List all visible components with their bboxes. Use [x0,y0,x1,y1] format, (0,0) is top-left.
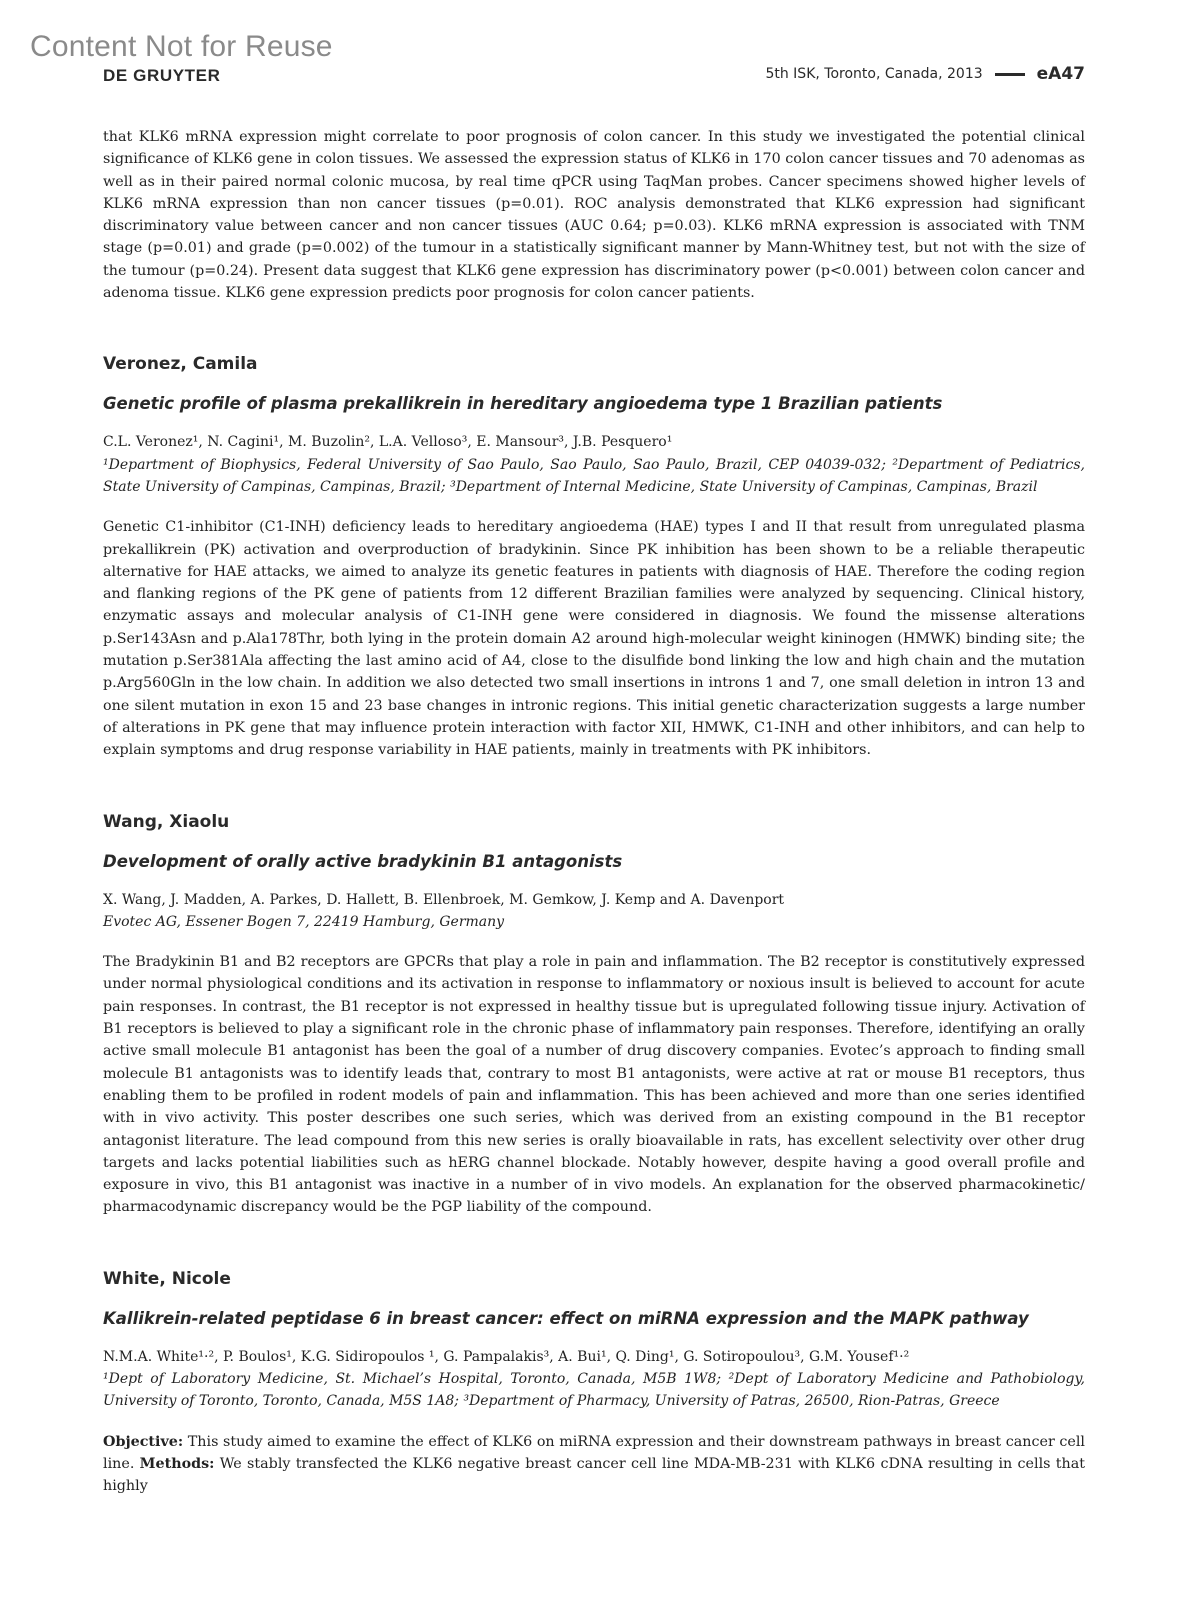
abstract-entry [103,812,1085,1219]
abstract-entry [103,1269,1085,1498]
author-heading: Wang, Xiaolu [103,811,230,832]
publisher-name: DE GRUYTER [103,66,221,85]
author-list: N.M.A. White¹·², P. Boulos¹, K.G. Sidiropoulos ¹, G. Pampalakis³, A. Bui¹, Q. Ding¹, G. Sotiropoulou³, G.M. Yousef¹·² [103,1348,910,1365]
abstract-body [103,1431,1085,1498]
abstract-title: Kallikrein-related peptidase 6 in breast cancer: effect on miRNA expression and the MAPK pathway [103,1308,1029,1328]
conference-label: 5th ISK, Toronto, Canada, 2013 [765,66,983,82]
abstract-body: Genetic C1-inhibitor (C1-INH) deficiency leads to hereditary angioedema (HAE) types I and II that result from unregulated plasma prekallikrein (PK) activation and overproduction of bradykinin. Since PK inhibition has been shown to be a reliable therapeutic alternative for HAE attacks, we aimed to analyze its genetic features in patients with diagnosis of HAE. Therefore the coding region and flanking regions of the PK gene of patients from 12 different Brazilian families were analyzed by sequencing. Clinical history, enzymatic assays and molecular analysis of C1-INH gene were considered in diagnosis. We found the missense alterations p.Ser143Asn and p.Ala178Thr, both lying in the protein domain A2 around high-molecular weight kininogen (HMWK) binding site; the mutation p.Ser381Ala affecting the last amino acid of A4, close to the disulfide bond linking the low and high chain and the mutation p.Arg560Gln in the low chain. In addition we also detected two small insertions in introns 1 and 7, one small deletion in intron 13 and one silent mutation in exon 15 and 23 base changes in intronic regions. This initial genetic characterization suggests a large number of alterations in PK gene that may influence protein interaction with factor XII, HMWK, C1-INH and other inhibitors, and can help to explain symptoms and drug response variability in HAE patients, mainly in treatments with PK inhibitors. [103,519,1085,759]
affiliations: Evotec AG, Essener Bogen 7, 22419 Hamburg, Germany [103,913,505,930]
abstract-title: Genetic profile of plasma prekallikrein in hereditary angioedema type 1 Brazilian patients [103,394,943,414]
affiliations: ¹Department of Biophysics, Federal University of Sao Paulo, Sao Paulo, Sao Paulo, Brazil, CEP 04039-032; ²Department of Pediatrics, State University of Campinas, Campinas, Brazil; ³Department of Internal Medicine, State University of Campinas, Campinas, Brazil [103,456,1085,495]
continued-abstract: that KLK6 mRNA expression might correlate to poor prognosis of colon cancer. In this study we investigated the potential clinical significance of KLK6 gene in colon tissues. We assessed the expression status of KLK6 in 170 colon cancer tissues and 70 adenomas as well as in their paired normal colonic mucosa, by real time qPCR using TaqMan probes. Cancer specimens showed higher levels of KLK6 mRNA expression than non cancer tissues (p=0.01). ROC analysis demonstrated that KLK6 expression had significant discriminatory value between cancer and non cancer tissues (AUC 0.64; p=0.03). KLK6 mRNA expression is associated with TNM stage (p=0.01) and grade (p=0.002) of the tumour in a statistically significant manner by Mann-Whitney test, but not with the size of the tumour (p=0.24). Present data suggest that KLK6 gene expression has discriminatory power (p<0.001) between colon cancer and adenoma tissue. KLK6 gene expression predicts poor prognosis for colon cancer patients. [103,129,1085,302]
abstract-title: Development of orally active bradykinin B1 antagonists [103,851,623,871]
page-number: eA47 [1036,64,1085,84]
affiliations: ¹Dept of Laboratory Medicine, St. Michael’s Hospital, Toronto, Canada, M5B 1W8; ²Dept of Laboratory Medicine and Pathobiology, University of Toronto, Toronto, Canada, M5S 1A8; ³Department of Pharmacy, University of Patras, 26500, Rion-Patras, Greece [103,1370,1085,1410]
page-content [103,126,1085,1497]
methods-label: Methods: [139,1455,215,1472]
abstract-body: The Bradykinin B1 and B2 receptors are GPCRs that play a role in pain and inflammation. The B2 receptor is constitutively expressed under normal physiological conditions and its activation in response to inflammatory or noxious insult is believed to account for acute pain responses. In contrast, the B1 receptor is not expressed in healthy tissue but is upregulated following tissue injury. Activation of B1 receptors is believed to play a significant role in the chronic phase of inflammatory pain responses. Therefore, identifying an orally active small molecule B1 antagonist has been the goal of a number of drug discovery companies. Evotec’s approach to finding small molecule B1 antagonists was to identify leads that, contrary to most B1 antagonists, were active at rat or mouse B1 receptors, thus enabling them to be profiled in rodent models of pain and inflammation. This has been achieved and more than one series identified with in vivo activity. This poster describes one such series, which was derived from an existing compound in the B1 receptor antagonist literature. The lead compound from this new series is orally bioavailable in rats, has excellent selectivity over other drug targets and lacks potential liabilities such as hERG channel blockade. Notably however, despite having a good overall profile and exposure in vivo, this B1 antagonist was inactive in a number of in vivo models. An explanation for the observed pharmacokinetic/ pharmacodynamic discrepancy would be the PGP liability of the compound. [103,954,1085,1216]
objective-label: Objective: [103,1433,184,1450]
watermark: Content Not for Reuse [30,30,333,63]
objective-text: This study aimed to examine the effect of KLK6 on miRNA expression and their downstream pathways in breast cancer cell line. [103,1433,1085,1472]
running-head [765,64,1085,84]
author-heading: White, Nicole [103,1268,231,1289]
author-heading: Veronez, Camila [103,354,258,375]
author-list: X. Wang, J. Madden, A. Parkes, D. Hallett, B. Ellenbroek, M. Gemkow, J. Kemp and A. Davenport [103,891,785,908]
author-list: C.L. Veronez¹, N. Cagini¹, M. Buzolin², L.A. Velloso³, E. Mansour³, J.B. Pesquero¹ [103,434,673,451]
methods-text: We stably transfected the KLK6 negative breast cancer cell line MDA-MB-231 with KLK6 cDNA resulting in cells that highly [103,1455,1086,1495]
header-rule [995,73,1025,76]
abstract-entry [103,354,1085,761]
